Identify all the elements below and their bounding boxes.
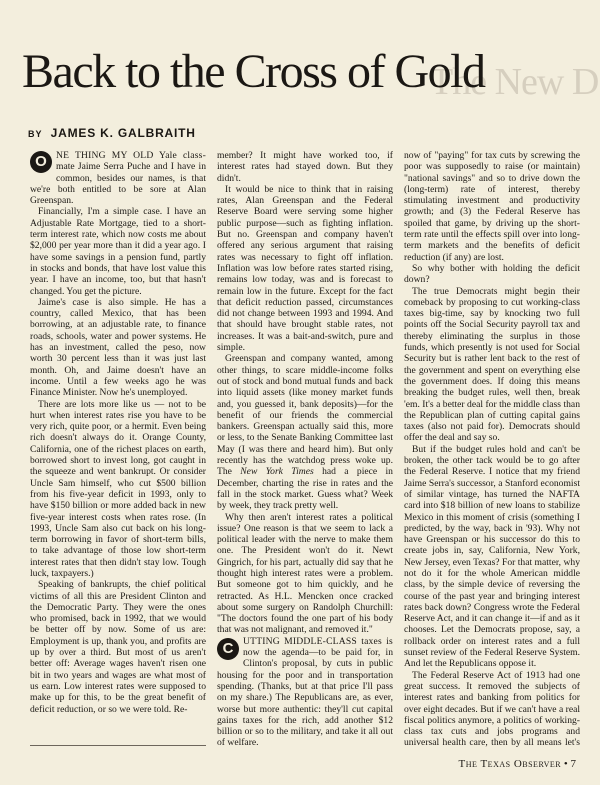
paragraph: So why bother with holding the deficit down? [404, 262, 580, 286]
author-name: JAMES K. GALBRAITH [50, 126, 196, 140]
paragraph-text-end: had a piece in December, charting the rise in rates and the fall in the stock market. Guess what? Week by week, they track pretty well. [217, 466, 393, 512]
page-footer [459, 758, 576, 770]
bleed-through-text: The New D [430, 61, 599, 103]
paragraph: It would be nice to think that in raising rates, Alan Greenspan and the Federal Reserve Board were serving some higher public purpose—such as fighting inflation. But no. Greenspan and company haven't offered any serious argument that raising rates was necessary to fight off inflation. Inflation was low before rates started rising, remains low today, was and is forecast to remain low in the future. Except for the fact that deficit reduction passed, circumstances did not change between 1993 and 1994. And that should have brought stable rates, not increases. It was a bait-and-switch, pure and simple. [217, 183, 393, 354]
column-2 [217, 150, 393, 748]
article-title: Back to the Cross of Gold [22, 45, 485, 98]
paragraph: But if the budget rules hold and can't be broken, the other tack would be to go after the Federal Reserve. I notice that my friend Jaime Serra's successor, a Stanford economist of similar vintage, has turned the NAFTA card into $18 billion of new loans to stabilize Mexico in this moment of crisis (something I predicted, by the way, back in '93). Why not have Greenspan or his successor do this to create jobs in, say, California, New York, New Jersey, even Texas? For that matter, why not do it for the whole American middle class, by the simple device of reversing the course of the past year and bringing interest rates back down? Congress wrote the Federal Reserve Act, and it can change it—if and as it chooses. Let the Democrats propose, say, a rollback order on interest rates and a full sunset review of the Federal Reserve System. And let the Republicans oppose it. [404, 443, 580, 670]
paragraph [30, 150, 206, 206]
byline-prefix: BY [28, 129, 43, 139]
lead-in: NE THING MY OLD Yale class- [56, 150, 206, 161]
lead-in: UTTING MIDDLE-CLASS taxes is [243, 635, 393, 647]
paragraph-text: mate Jaime Serra Puche and I have in common, besides our names, is that we're both entitled to be sore at Alan Greenspan. [30, 161, 206, 207]
paragraph: now of "paying" for tax cuts by screwing the poor was supposedly to raise (or maintain) "national savings" and so to drive down the (long-term) rate of interest, thereby stimulating investment and productivity growth; and (3) the Federal Reserve has spoiled that game, by driving up the short-term rate until the effects spill over into long-term markets and the benefits of deficit reduction (if any) are lost. [404, 150, 580, 263]
footer-separator: • [563, 758, 568, 770]
paragraph-text: Greenspan and company wanted, among other things, to scare middle-income folks out of stock and bond mutual funds and back into liquid assets (like money market funds and, you guessed it, bank deposits)—for the benefit of our friends the commercial bankers. Greenspan actually said this, more or less, to the Senate Banking Committee last May (I was there and heard him). But only recently has the watchdog press woke up. The [217, 353, 393, 478]
paragraph: member? It might have worked too, if interest rates had stayed down. But they didn't. [217, 150, 393, 184]
paragraph: Jaime's case is also simple. He has a country, called Mexico, that has been borrowing, at an adjustable rate, to finance roads, schools, water and power systems. He has an investment, called the peso, now worth 30 percent less than it was just last month. Oh, and Jaime doesn't have an income. Until a few weeks ago he was Finance Minister. Now he's unemployed. [30, 296, 206, 399]
column-1 [30, 150, 206, 748]
publication-name: New York Times [240, 466, 314, 478]
paragraph [217, 353, 393, 511]
paragraph [404, 670, 580, 748]
drop-cap: O [30, 151, 52, 173]
paragraph: Financially, I'm a simple case. I have an Adjustable Rate Mortgage, tied to a short-term interest rate, which now costs me about $2,000 per year more than it did a year ago. I have some savings in a pension fund, partly in stocks and bonds, that have lost value this year. I have an income, too, but that hasn't changed. You get the picture. [30, 206, 206, 297]
column-3 [404, 150, 580, 748]
paragraph: The true Democrats might begin their comeback by proposing to cut working-class taxes big-time, say by knocking two full points off the Social Security payroll tax and thereby eliminating the surplus in those funds, which presently is not used for Social Security but is rather lent back to the rest of the government and spent on everything else the government does. If doing this means breaking the budget rules, well then, break 'em. It's a better deal for the middle class than the Republican plan of cutting capital gains taxes (also not paid for). Democrats should offer the deal and say so. [404, 285, 580, 444]
paragraph: Why then aren't interest rates a political issue? One reason is that we seem to lack a political leader with the nerve to make them one. The President won't do it. Newt Gingrich, for his part, actually did say that he thought high interest rates were a problem. But someone got to him quickly, and he retracted. As H.L. Mencken once cracked about some surgery on Randolph Churchill: "The doctors found the one part of his body that was not malignant, and removed it." [217, 511, 393, 636]
page-number: 7 [570, 758, 576, 770]
paragraph-text: The Federal Reserve Act of 1913 had one great success. It removed the subjects of interest rates and banking from politics for over eight decades. But if we can't have a real fiscal politics anymore, a politics of working-class tax cuts and jobs programs and universal health care, then by all means let's [404, 669, 580, 748]
footer-publication: The Texas Observer [458, 758, 562, 770]
byline [28, 126, 196, 140]
section-paragraph [217, 636, 393, 748]
paragraph-text: now the agenda—to be paid for, in Clinton's proposal, by cuts in public housing for the poor and in transportation spending. (Thanks, but at that price I'll pass on my share.) The Republicans are, as ever, worse but more authentic: they'll cut capital gains taxes for the rich, add another $12 billion or so to the military, and take it all out of welfare. [217, 647, 393, 748]
paragraph: There are lots more like us — not to be hurt when interest rates rise you have to be very rich, quite poor, or a hermit. Even being rich doesn't always do it. Orange County, California, one of the richest places on earth, borrowed short to invest long, got caught in the squeeze and went bankrupt. Or consider Uncle Sam himself, who cut $500 billion from his five-year deficit in 1993, only to have $150 billion or more added back in new five-year interest costs when rates rose. (In 1993, Uncle Sam also cut back on his long-term borrowing in favor of short-term bills, to take advantage of those low short-term interest rates that then didn't stay low. Tough luck, taxpayers.) [30, 398, 206, 579]
author-bio [30, 745, 206, 748]
paragraph: Speaking of bankrupts, the chief political victims of all this are President Clinton and the Democratic Party. They were the ones who promised, back in 1992, that we would be better off by now. Some of us are: Employment is up, thank you, and profits are up by over a third. But most of us aren't better off: Average wages haven't risen one bit in two years and wages are what most of us earn. Low interest rates were supposed to make up for this, to be the great benefit of deficit reduction, or so we were told. Re- [30, 579, 206, 715]
drop-cap: C [217, 638, 239, 660]
